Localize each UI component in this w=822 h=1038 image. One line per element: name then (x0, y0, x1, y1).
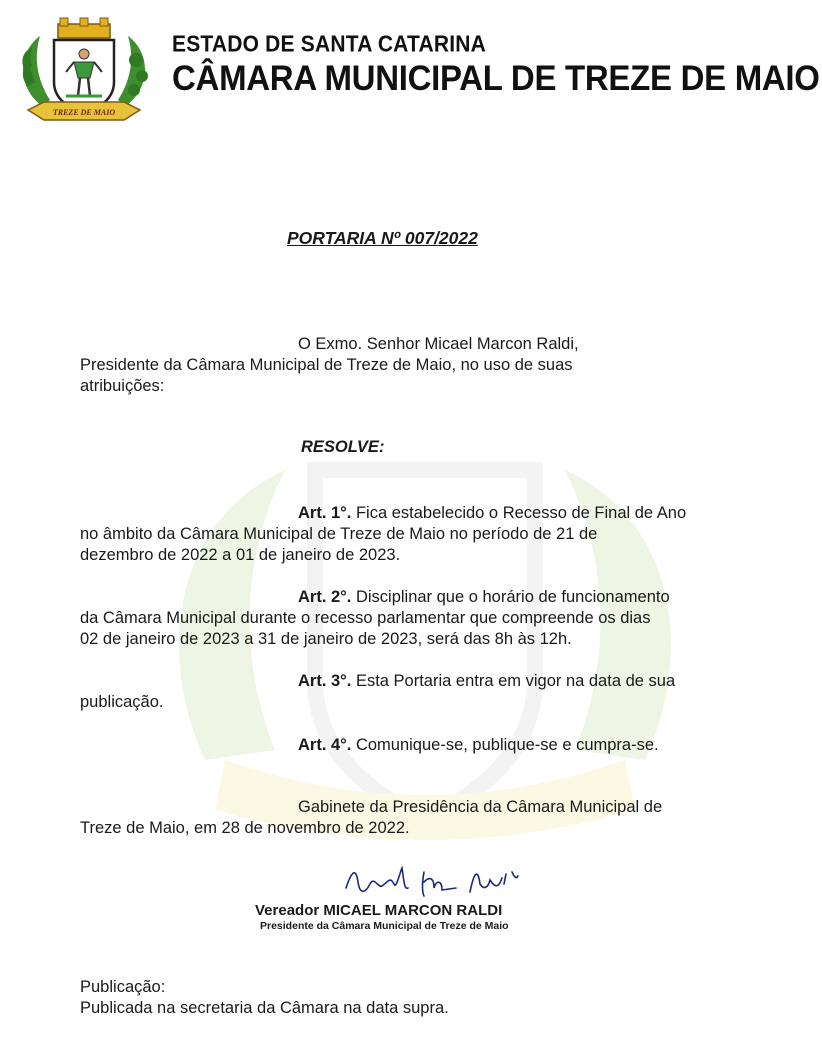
article-2-label: Art. 2°. (298, 588, 352, 606)
signatory-role: Presidente da Câmara Municipal de Treze de Maio (260, 920, 509, 932)
article-1-text: Fica estabelecido o Recesso de Final de Ano (351, 504, 687, 522)
article-3-text: Esta Portaria entra em vigor na data de sua (351, 672, 676, 690)
article-3-label: Art. 3°. (298, 672, 352, 690)
closing-line-2: Treze de Maio, em 28 de novembro de 2022. (80, 819, 410, 837)
intro-line-3: atribuições: (80, 377, 165, 395)
intro-line-2: Presidente da Câmara Municipal de Treze de Maio, no uso de suas (80, 356, 573, 374)
article-1-line-3: dezembro de 2022 a 01 de janeiro de 2023. (80, 546, 401, 564)
article-4-first-line (298, 735, 659, 755)
publication-label: Publicação: (80, 978, 166, 996)
article-2-text: Disciplinar que o horário de funcionamento (351, 588, 670, 606)
signatory-name: Vereador MICAEL MARCON RALDI (255, 902, 503, 919)
article-1-first-line (298, 503, 686, 523)
article-2-first-line (298, 587, 670, 607)
municipal-crest-logo (14, 16, 154, 128)
publication-note: Publicada na secretaria da Câmara na data supra. (80, 999, 449, 1017)
article-1-label: Art. 1°. (298, 504, 352, 522)
header-state: ESTADO DE SANTA CATARINA (172, 32, 486, 57)
article-4-text: Comunique-se, publique-se e cumpra-se. (351, 736, 659, 754)
resolve-heading: RESOLVE: (301, 438, 385, 456)
header-chamber: CÂMARA MUNICIPAL DE TREZE DE MAIO (172, 58, 820, 98)
closing-line-1: Gabinete da Presidência da Câmara Municipal de (298, 798, 663, 816)
intro-line-1: O Exmo. Senhor Micael Marcon Raldi, (298, 335, 579, 353)
handwritten-signature (338, 862, 528, 904)
article-4-label: Art. 4°. (298, 736, 352, 754)
article-2-line-2: da Câmara Municipal durante o recesso parlamentar que compreende os dias (80, 609, 651, 627)
article-3-line-2: publicação. (80, 693, 164, 711)
article-3-first-line (298, 671, 675, 691)
document-title: PORTARIA Nº 007/2022 (287, 228, 478, 248)
article-1-line-2: no âmbito da Câmara Municipal de Treze de Maio no período de 21 de (80, 525, 598, 543)
article-2-line-3: 02 de janeiro de 2023 a 31 de janeiro de 2023, será das 8h às 12h. (80, 630, 572, 648)
svg-text:TREZE DE MAIO: TREZE DE MAIO (52, 108, 116, 117)
